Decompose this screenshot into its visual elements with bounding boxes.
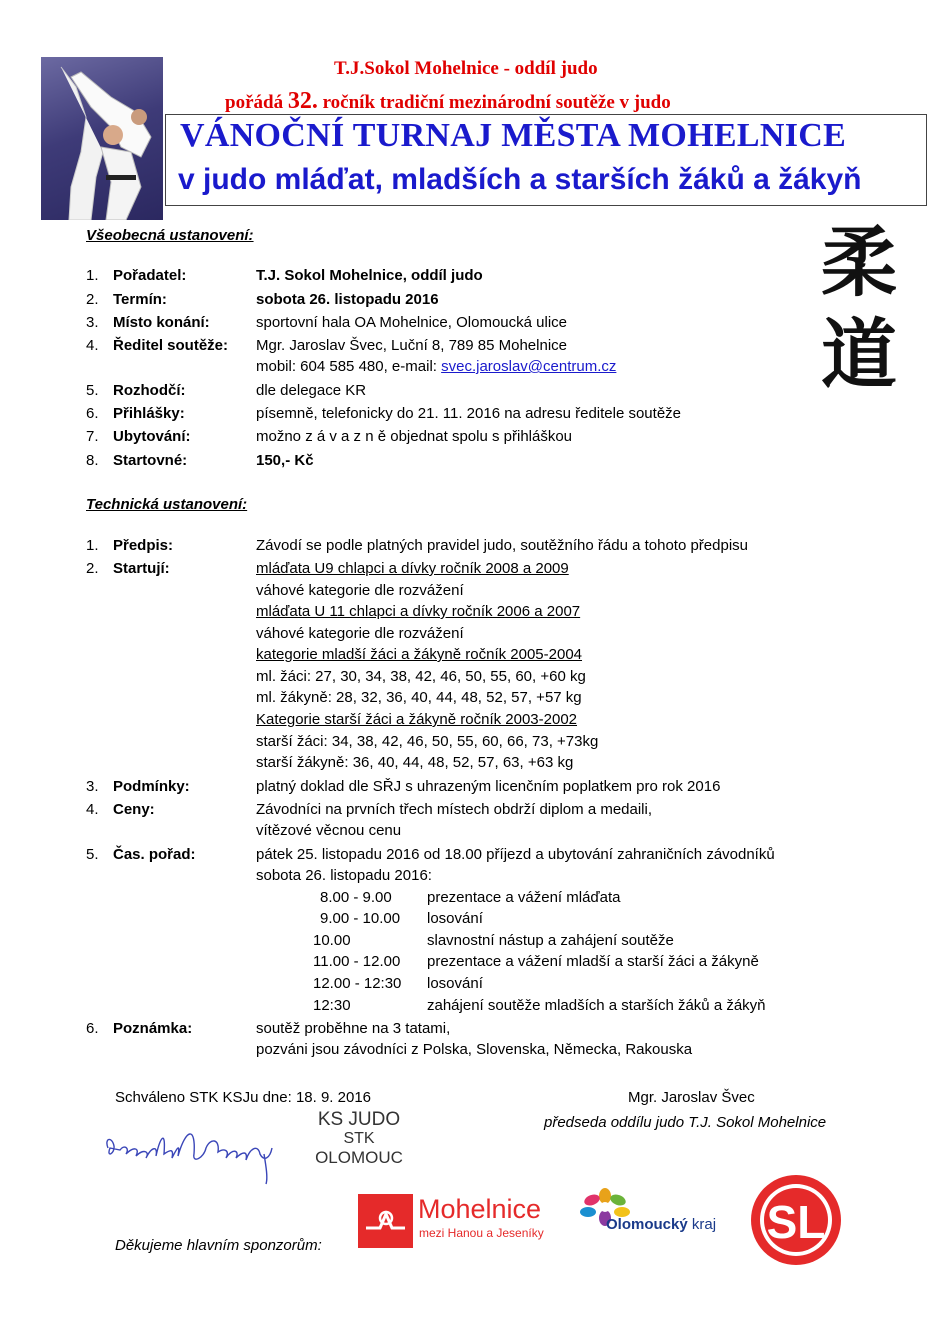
schedule-time: 12.00 - 12:30 bbox=[313, 975, 402, 992]
tournament-title: VÁNOČNÍ TURNAJ MĚSTA MOHELNICE bbox=[180, 117, 847, 154]
item-value: 150,- Kč bbox=[256, 452, 314, 469]
stamp-line: STK bbox=[343, 1130, 375, 1147]
item-value: Závodí se podle platných pravidel judo, soutěžního řádu a tohoto předpisu bbox=[256, 537, 748, 554]
item-value: písemně, telefonicky do 21. 11. 2016 na adresu ředitele soutěže bbox=[256, 405, 682, 422]
item-value: vítězové věcnou cenu bbox=[256, 822, 402, 839]
ks-judo-stamp bbox=[311, 1110, 407, 1167]
item-num: 6. bbox=[86, 405, 99, 422]
item-label: Přihlášky: bbox=[113, 405, 185, 422]
category-heading: Kategorie starší žáci a žákyně ročník 2003-2002 bbox=[256, 711, 578, 728]
olomoucky-name bbox=[606, 1216, 716, 1233]
item-value: pátek 25. listopadu 2016 od 18.00 příjezd a ubytování zahraničních závodníků bbox=[256, 846, 775, 863]
olomoucky-kraj-logo bbox=[570, 1188, 738, 1240]
judo-photo bbox=[41, 57, 163, 220]
mohelnice-logo-tagline: mezi Hanou a Jeseníky bbox=[419, 1226, 544, 1240]
stamp-line: KS JUDO bbox=[317, 1109, 401, 1130]
schedule-text: losování bbox=[427, 975, 483, 992]
tournament-subtitle: v judo mláďat, mladších a starších žáků a žákyň bbox=[178, 163, 862, 196]
edition-prefix: pořádá bbox=[225, 92, 288, 113]
judo-throw-illustration bbox=[41, 57, 163, 220]
category-line: váhové kategorie dle rozvážení bbox=[256, 582, 464, 599]
mohelnice-logo-icon bbox=[358, 1194, 413, 1248]
item-num: 1. bbox=[86, 537, 99, 554]
item-num: 2. bbox=[86, 291, 99, 308]
item-value: možno z á v a z n ě objednat spolu s přihláškou bbox=[256, 428, 573, 445]
mobile-text: mobil: 604 585 480, e-mail: bbox=[256, 358, 442, 375]
item-label: Podmínky: bbox=[113, 778, 190, 795]
mohelnice-logo bbox=[358, 1192, 560, 1250]
kanji-do: 道 bbox=[821, 313, 897, 398]
item-value: sportovní hala OA Mohelnice, Olomoucká ulice bbox=[256, 314, 567, 331]
schedule-time: 9.00 - 10.00 bbox=[320, 910, 401, 927]
schedule-text: prezentace a vážení mladší a starší žáci a žákyně bbox=[427, 953, 759, 970]
item-num: 3. bbox=[86, 778, 99, 795]
item-num: 5. bbox=[86, 846, 99, 863]
category-heading: mláďata U9 chlapci a dívky ročník 2008 a 2009 bbox=[256, 560, 569, 577]
item-value: sobota 26. listopadu 2016: bbox=[256, 867, 432, 884]
item-value: soutěž proběhne na 3 tatami, bbox=[256, 1020, 451, 1037]
schedule-time: 11.00 - 12.00 bbox=[313, 953, 401, 970]
technical-heading: Technická ustanovení: bbox=[86, 496, 248, 513]
category-line: starší žáci: 34, 38, 42, 46, 50, 55, 60, 66, 73, +73kg bbox=[256, 733, 599, 750]
item-num: 7. bbox=[86, 428, 99, 445]
item-value: dle delegace KR bbox=[256, 382, 367, 399]
item-value: pozváni jsou závodníci z Polska, Slovenska, Německa, Rakouska bbox=[256, 1041, 693, 1058]
item-label: Ceny: bbox=[113, 801, 155, 818]
kanji-ju: 柔 bbox=[821, 221, 897, 306]
signer-role: předseda oddílu judo T.J. Sokol Mohelnice bbox=[544, 1114, 827, 1131]
schedule-time: 10.00 bbox=[313, 932, 351, 949]
schedule-text: prezentace a vážení mláďata bbox=[427, 889, 621, 906]
item-label: Předpis: bbox=[113, 537, 174, 554]
item-label: Startovné: bbox=[113, 452, 188, 469]
category-line: ml. žáci: 27, 30, 34, 38, 42, 46, 50, 55, 60, +60 kg bbox=[256, 668, 586, 685]
judo-kanji bbox=[818, 222, 900, 406]
item-label: Termín: bbox=[113, 291, 167, 308]
item-value: Mgr. Jaroslav Švec, Luční 8, 789 85 Mohelnice bbox=[256, 337, 568, 354]
category-line: váhové kategorie dle rozvážení bbox=[256, 625, 464, 642]
stamp-line: OLOMOUC bbox=[315, 1148, 403, 1167]
category-line: starší žákyně: 36, 40, 44, 48, 52, 57, 63, +63 kg bbox=[256, 754, 574, 771]
category-heading: kategorie mladší žáci a žákyně ročník 2005-2004 bbox=[256, 646, 583, 663]
item-value: platný doklad dle SŘJ s uhrazeným licenčním poplatkem pro rok 2016 bbox=[256, 778, 721, 795]
item-label: Místo konání: bbox=[113, 314, 210, 331]
item-label: Ubytování: bbox=[113, 428, 191, 445]
sponsors-thanks: Děkujeme hlavním sponzorům: bbox=[115, 1237, 322, 1254]
item-num: 3. bbox=[86, 314, 99, 331]
edition-number: 32. bbox=[287, 88, 318, 114]
mohelnice-logo-name: Mohelnice bbox=[418, 1194, 542, 1224]
item-num: 4. bbox=[86, 801, 99, 818]
sokol-logo bbox=[748, 1168, 844, 1272]
category-line: ml. žákyně: 28, 32, 36, 40, 44, 48, 52, 57, +57 kg bbox=[256, 689, 582, 706]
item-label: Ředitel soutěže: bbox=[113, 337, 229, 354]
olomoucky-word: Olomoucký bbox=[606, 1216, 688, 1233]
item-value: Závodníci na prvních třech místech obdrží diplom a medaili, bbox=[256, 801, 653, 818]
item-num: 4. bbox=[86, 337, 99, 354]
email-link[interactable]: svec.jaroslav@centrum.cz bbox=[441, 358, 617, 375]
item-num: 2. bbox=[86, 560, 99, 577]
item-label: Poznámka: bbox=[113, 1020, 193, 1037]
sokol-letters: SL bbox=[766, 1196, 826, 1248]
organizer-line: T.J.Sokol Mohelnice - oddíl judo bbox=[334, 58, 598, 79]
handwritten-signature bbox=[100, 1118, 280, 1188]
item-num: 6. bbox=[86, 1020, 99, 1037]
item-num: 8. bbox=[86, 452, 99, 469]
item-value: T.J. Sokol Mohelnice, oddíl judo bbox=[256, 267, 483, 284]
item-label: Rozhodčí: bbox=[113, 382, 186, 399]
category-heading: mláďata U 11 chlapci a dívky ročník 2006 a 2007 bbox=[256, 603, 581, 620]
schedule-text: slavnostní nástup a zahájení soutěže bbox=[427, 932, 674, 949]
edition-line bbox=[225, 88, 671, 115]
contact-line bbox=[256, 358, 616, 376]
item-label: Čas. pořad: bbox=[113, 846, 196, 863]
schedule-time: 12:30 bbox=[313, 997, 351, 1014]
item-num: 1. bbox=[86, 267, 99, 284]
item-num: 5. bbox=[86, 382, 99, 399]
schedule-time: 8.00 - 9.00 bbox=[320, 889, 392, 906]
signer-name: Mgr. Jaroslav Švec bbox=[628, 1089, 755, 1106]
item-label: Startují: bbox=[113, 560, 170, 577]
item-label: Pořadatel: bbox=[113, 267, 187, 284]
item-value: sobota 26. listopadu 2016 bbox=[256, 291, 439, 308]
edition-suffix: ročník tradiční mezinárodní soutěže v judo bbox=[317, 92, 671, 113]
kraj-word: kraj bbox=[691, 1216, 717, 1233]
schedule-text: zahájení soutěže mladších a starších žáků a žákyň bbox=[427, 997, 766, 1014]
general-heading: Všeobecná ustanovení: bbox=[86, 227, 254, 244]
schedule-text: losování bbox=[427, 910, 483, 927]
approval-note: Schváleno STK KSJu dne: 18. 9. 2016 bbox=[115, 1089, 372, 1106]
